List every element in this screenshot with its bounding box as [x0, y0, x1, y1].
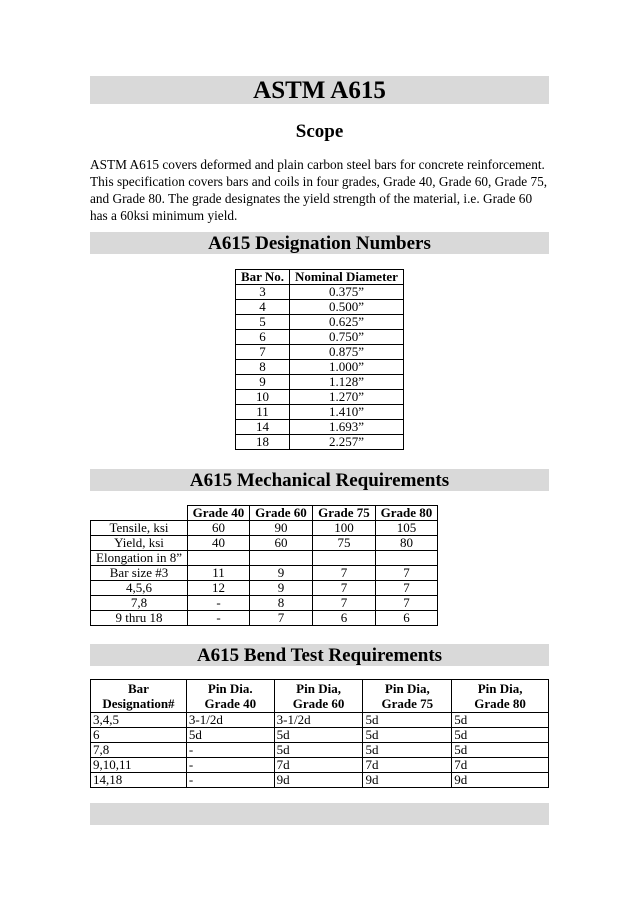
table-cell: 6: [376, 611, 438, 626]
table-cell: 1.410”: [290, 405, 404, 420]
table-cell: 7d: [363, 758, 452, 773]
table-cell: 5d: [363, 713, 452, 728]
table-cell: 9,10,11: [91, 758, 187, 773]
scope-heading: Scope: [295, 121, 344, 142]
designation-table: [235, 269, 404, 450]
footer-band: [90, 803, 549, 825]
table-cell: -: [188, 611, 250, 626]
table-cell: 6: [236, 330, 290, 345]
table-cell: [313, 551, 376, 566]
table-cell: 100: [313, 521, 376, 536]
table-cell: 7: [250, 611, 313, 626]
empty-header-cell: [91, 506, 188, 521]
table-row: [91, 566, 438, 581]
table-row: [236, 300, 404, 315]
table-cell: -: [188, 596, 250, 611]
table-row: [236, 390, 404, 405]
table-cell: 9d: [452, 773, 549, 788]
table-row: [236, 315, 404, 330]
table-cell: 9 thru 18: [91, 611, 188, 626]
table-cell: -: [186, 773, 274, 788]
table-cell: 7: [376, 596, 438, 611]
table-cell: 9: [250, 566, 313, 581]
column-header: Bar Designation#: [91, 680, 187, 713]
table-header-row: [91, 506, 438, 521]
table-cell: 7: [313, 581, 376, 596]
table-cell: 5: [236, 315, 290, 330]
table-cell: 10: [236, 390, 290, 405]
table-cell: 5d: [452, 713, 549, 728]
table-cell: 3,4,5: [91, 713, 187, 728]
table-cell: 1.000”: [290, 360, 404, 375]
table-cell: 7: [236, 345, 290, 360]
table-cell: 14: [236, 420, 290, 435]
table-cell: 5d: [274, 728, 363, 743]
table-row: [91, 536, 438, 551]
table-cell: 60: [250, 536, 313, 551]
table-cell: 6: [313, 611, 376, 626]
table-cell: 7,8: [91, 596, 188, 611]
table-cell: 5d: [452, 728, 549, 743]
table-row: [91, 581, 438, 596]
column-header: Pin Dia, Grade 75: [363, 680, 452, 713]
scope-paragraph: ASTM A615 covers deformed and plain carbon steel bars for concrete reinforcement. This specification covers bars and coils in four grades, Grade 40, Grade 60, Grade 75, and Grade 80. The grade designates the yield strength of the material, i.e. Grade 60 has a 60ksi minimum yield.: [90, 157, 548, 223]
table-cell: 105: [376, 521, 438, 536]
table-cell: 7: [313, 596, 376, 611]
table-cell: 1.693”: [290, 420, 404, 435]
table-cell: 7: [376, 566, 438, 581]
table-cell: Elongation in 8”: [91, 551, 188, 566]
table-cell: Yield, ksi: [91, 536, 188, 551]
table-header-row: [91, 680, 549, 713]
table-row: [91, 743, 549, 758]
table-cell: Bar size #3: [91, 566, 188, 581]
table-row: [91, 551, 438, 566]
table-cell: 7d: [452, 758, 549, 773]
table-row: [91, 728, 549, 743]
table-cell: 5d: [274, 743, 363, 758]
table-cell: 11: [188, 566, 250, 581]
table-cell: 9: [236, 375, 290, 390]
table-cell: 18: [236, 435, 290, 450]
bend-heading: A615 Bend Test Requirements: [90, 644, 549, 666]
table-cell: 3-1/2d: [186, 713, 274, 728]
table-cell: 14,18: [91, 773, 187, 788]
table-cell: 8: [250, 596, 313, 611]
table-row: [236, 375, 404, 390]
table-cell: 9: [250, 581, 313, 596]
table-cell: Tensile, ksi: [91, 521, 188, 536]
column-header: Grade 60: [250, 506, 313, 521]
column-header: Grade 75: [313, 506, 376, 521]
table-cell: [376, 551, 438, 566]
table-cell: 80: [376, 536, 438, 551]
table-cell: 11: [236, 405, 290, 420]
designation-heading: A615 Designation Numbers: [90, 232, 549, 254]
table-cell: -: [186, 758, 274, 773]
table-row: [91, 758, 549, 773]
table-cell: 3-1/2d: [274, 713, 363, 728]
table-row: [236, 330, 404, 345]
table-row: [236, 420, 404, 435]
table-cell: 6: [91, 728, 187, 743]
table-cell: 40: [188, 536, 250, 551]
table-cell: 1.128”: [290, 375, 404, 390]
table-row: [91, 611, 438, 626]
table-cell: 0.875”: [290, 345, 404, 360]
table-row: [91, 773, 549, 788]
table-row: [236, 360, 404, 375]
column-header: Pin Dia, Grade 60: [274, 680, 363, 713]
bend-table: [90, 679, 549, 788]
column-header: Nominal Diameter: [290, 270, 404, 285]
table-row: [91, 596, 438, 611]
column-header: Grade 40: [188, 506, 250, 521]
table-row: [236, 285, 404, 300]
column-header: Grade 80: [376, 506, 438, 521]
table-cell: 3: [236, 285, 290, 300]
table-cell: 1.270”: [290, 390, 404, 405]
table-cell: 5d: [363, 728, 452, 743]
table-cell: 0.375”: [290, 285, 404, 300]
table-cell: 9d: [363, 773, 452, 788]
table-row: [91, 713, 549, 728]
table-cell: 2.257”: [290, 435, 404, 450]
table-cell: -: [186, 743, 274, 758]
table-cell: 7: [376, 581, 438, 596]
mechanical-table: [90, 505, 438, 626]
table-cell: 4,5,6: [91, 581, 188, 596]
table-cell: 75: [313, 536, 376, 551]
mechanical-heading: A615 Mechanical Requirements: [90, 469, 549, 491]
table-row: [236, 405, 404, 420]
table-cell: 9d: [274, 773, 363, 788]
table-cell: 90: [250, 521, 313, 536]
table-row: [236, 435, 404, 450]
table-cell: [250, 551, 313, 566]
table-cell: 5d: [363, 743, 452, 758]
table-cell: 0.750”: [290, 330, 404, 345]
table-cell: 12: [188, 581, 250, 596]
column-header: Bar No.: [236, 270, 290, 285]
table-cell: 4: [236, 300, 290, 315]
table-cell: 5d: [452, 743, 549, 758]
column-header: Pin Dia, Grade 80: [452, 680, 549, 713]
table-header-row: [236, 270, 404, 285]
table-cell: 60: [188, 521, 250, 536]
table-cell: 7d: [274, 758, 363, 773]
table-cell: [188, 551, 250, 566]
table-cell: 7,8: [91, 743, 187, 758]
table-row: [236, 345, 404, 360]
table-cell: 0.500”: [290, 300, 404, 315]
table-cell: 7: [313, 566, 376, 581]
table-cell: 0.625”: [290, 315, 404, 330]
table-row: [91, 521, 438, 536]
column-header: Pin Dia. Grade 40: [186, 680, 274, 713]
page-title: ASTM A615: [90, 76, 549, 104]
table-cell: 5d: [186, 728, 274, 743]
table-cell: 8: [236, 360, 290, 375]
